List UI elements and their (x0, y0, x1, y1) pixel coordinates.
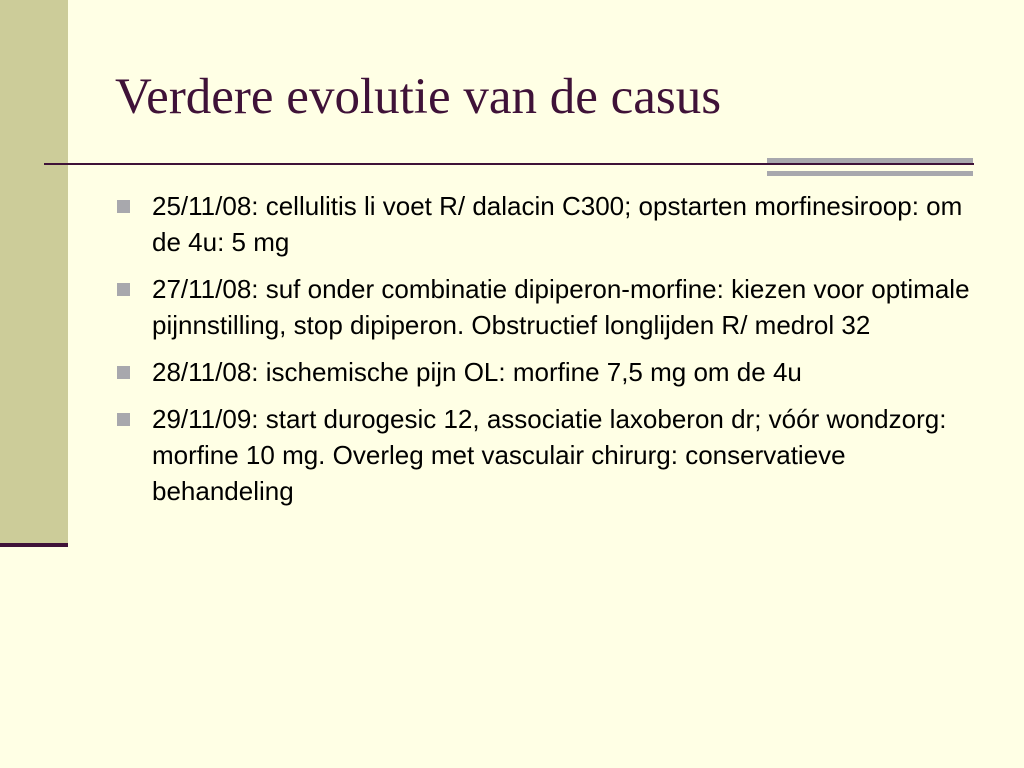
slide-title: Verdere evolutie van de casus (115, 69, 722, 125)
bullet-text: 29/11/09: start durogesic 12, associatie laxoberon dr; vóór wondzorg: morfine 10 mg. Overleg met vasculair chirurg: conservatieve behandeling (152, 404, 947, 506)
left-decorative-band (0, 0, 68, 545)
bullet-list (115, 188, 975, 520)
square-bullet-icon (117, 200, 130, 213)
bullet-text: 28/11/08: ischemische pijn OL: morfine 7,5 mg om de 4u (152, 357, 802, 387)
bullet-text: 27/11/08: suf onder combinatie dipiperon-morfine: kiezen voor optimale pijnnstilling, stop dipiperon. Obstructief longlijden R/ medrol 32 (152, 274, 970, 340)
square-bullet-icon (117, 366, 130, 379)
accent-bar (767, 171, 973, 176)
square-bullet-icon (117, 413, 130, 426)
accent-bars (767, 158, 973, 180)
left-band-rule (0, 543, 68, 547)
accent-bar (767, 158, 973, 163)
bullet-item (115, 188, 975, 260)
square-bullet-icon (117, 283, 130, 296)
bullet-item (115, 271, 975, 343)
bullet-text: 25/11/08: cellulitis li voet R/ dalacin C300; opstarten morfinesiroop: om de 4u: 5 mg (152, 191, 963, 257)
bullet-item (115, 401, 975, 509)
bullet-item (115, 354, 975, 390)
